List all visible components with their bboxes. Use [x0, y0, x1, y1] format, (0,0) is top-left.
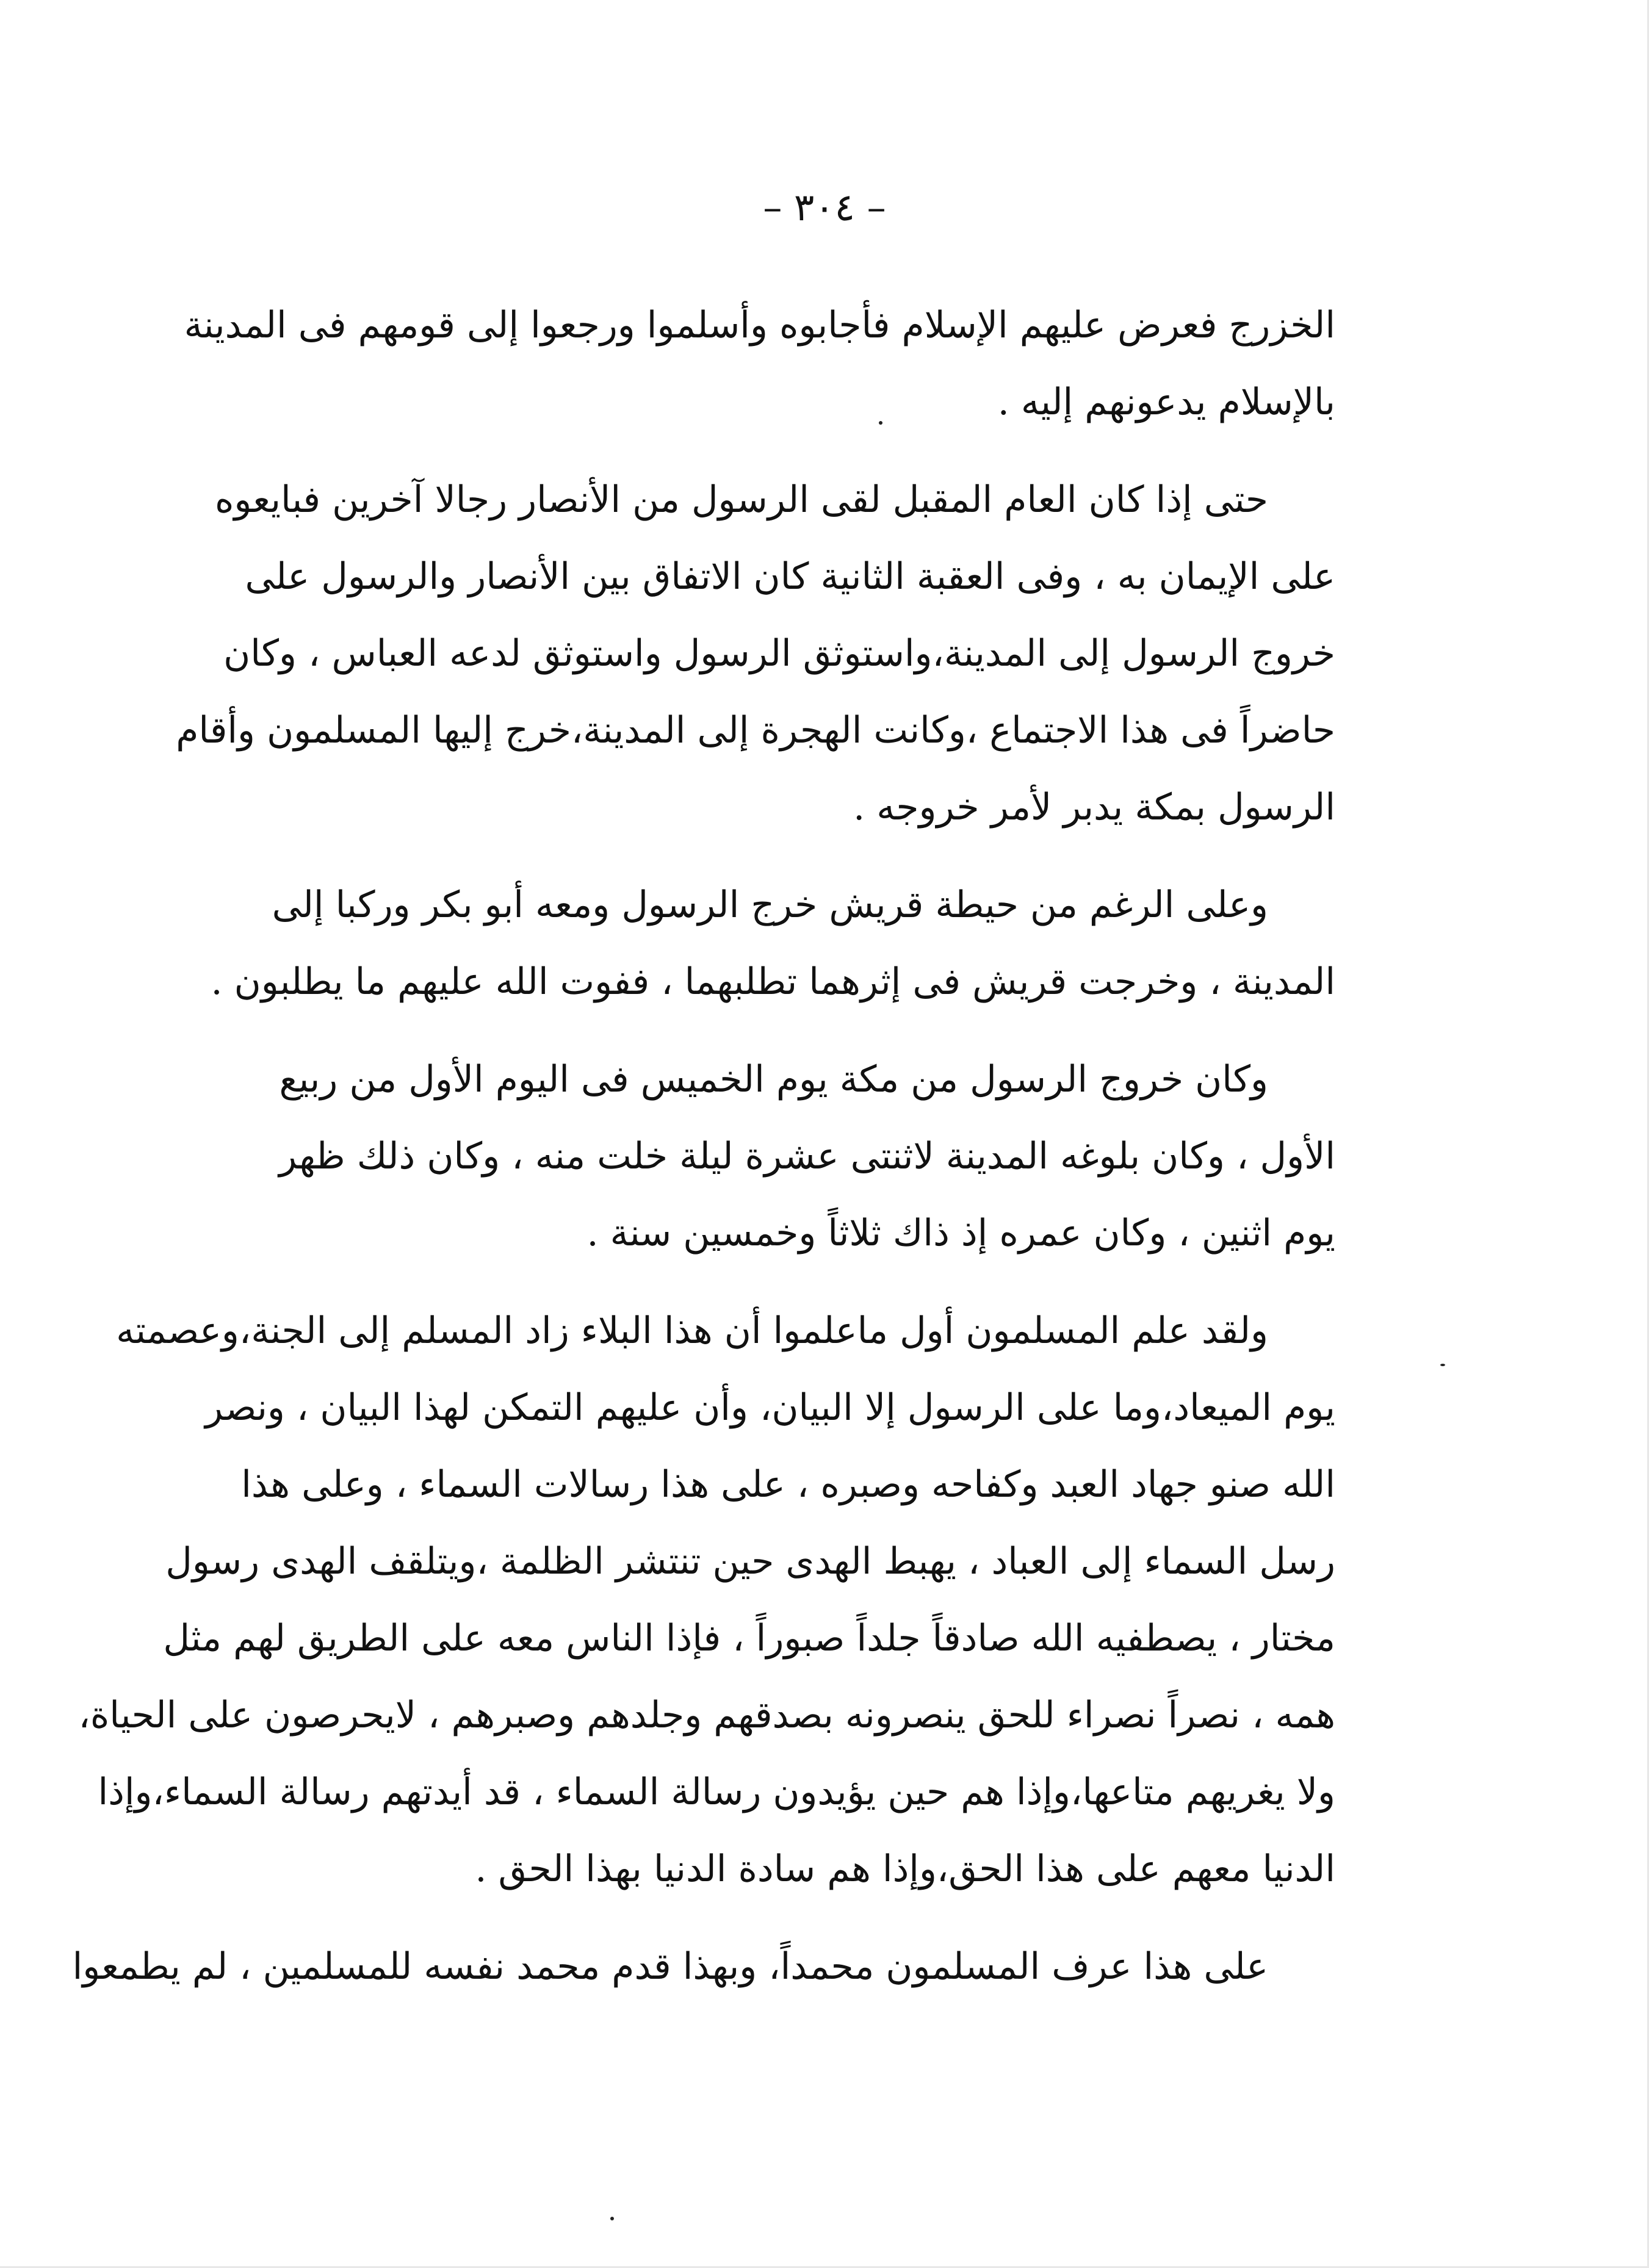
- body-text: [72, 287, 1335, 2005]
- text-line: ولقد علم المسلمون أول ماعلموا أن هذا البلاء زاد المسلم إلى الجنة،وعصمته: [116, 1309, 1268, 1352]
- text-line: على هذا عرف المسلمون محمداً، وبهذا قدم محمد نفسه للمسلمين ، لم يطمعوا: [72, 1945, 1268, 1988]
- text-line: مختار ، يصطفيه الله صادقاً جلداً صبوراً ، فإذا الناس معه على الطريق لهم مثل: [163, 1617, 1335, 1660]
- text-line: حتى إذا كان العام المقبل لقى الرسول من الأنصار رجالا آخرين فبايعوه: [214, 478, 1268, 521]
- paragraph-2: [176, 461, 1335, 846]
- paragraph-spacing: [231, 441, 1335, 461]
- text-line: حاضراً فى هذا الاجتماع ،وكانت الهجرة إلى المدينة،خرج إليها المسلمون وأقام: [176, 709, 1335, 752]
- text-line: الدنيا معهم على هذا الحق،وإذا هم سادة الدنيا بهذا الحق .: [475, 1848, 1335, 1890]
- scan-speck: [879, 421, 882, 425]
- text-line: الله صنو جهاد العبد وكفاحه وصبره ، على هذا رسالات السماء ، وعلى هذا: [241, 1463, 1335, 1506]
- paragraph-6: [72, 1928, 1335, 2005]
- text-line: بالإسلام يدعونهم إليه .: [997, 381, 1335, 423]
- paragraph-spacing: [231, 846, 1335, 866]
- scan-speck: [1440, 1364, 1445, 1366]
- paragraph-5: [78, 1292, 1335, 1907]
- text-line: الرسول بمكة يدبر لأمر خروجه .: [853, 786, 1335, 829]
- paragraph-spacing: [231, 1907, 1335, 1928]
- text-line: همه ، نصراً نصراء للحق ينصرونه بصدقهم وجلدهم وصبرهم ، لايحرصون على الحياة،: [78, 1694, 1335, 1737]
- scan-speck: [610, 2217, 614, 2220]
- paragraph-4: [231, 1041, 1335, 1272]
- text-line: الأول ، وكان بلوغه المدينة لاثنتى عشرة ليلة خلت منه ، وكان ذلك ظهر: [279, 1135, 1335, 1178]
- text-line: رسل السماء إلى العباد ، يهبط الهدى حين تنتشر الظلمة ،ويتلقف الهدى رسول: [165, 1540, 1335, 1583]
- text-line: وكان خروج الرسول من مكة يوم الخميس فى اليوم الأول من ربيع: [279, 1058, 1268, 1101]
- paragraph-3: [211, 866, 1335, 1020]
- text-line: ولا يغريهم متاعها،وإذا هم حين يؤيدون رسالة السماء ، قد أيدتهم رسالة السماء،وإذا: [98, 1771, 1335, 1813]
- text-line: يوم اثنين ، وكان عمره إذ ذاك ثلاثاً وخمسين سنة .: [586, 1212, 1335, 1255]
- text-line: الخزرج فعرض عليهم الإسلام فأجابوه وأسلموا ورجعوا إلى قومهم فى المدينة: [184, 304, 1335, 347]
- text-line: على الإيمان به ، وفى العقبة الثانية كان الاتفاق بين الأنصار والرسول على: [245, 555, 1335, 598]
- paragraph-spacing: [231, 1272, 1335, 1292]
- page-number: – ٣٠٤ –: [763, 185, 886, 229]
- text-line: المدينة ، وخرجت قريش فى إثرهما تطلبهما ، ففوت الله عليهم ما يطلبون .: [211, 960, 1335, 1003]
- paragraph-1: [184, 287, 1335, 441]
- text-line: خروج الرسول إلى المدينة،واستوثق الرسول واستوثق لدعه العباس ، وكان: [223, 632, 1335, 675]
- paragraph-spacing: [231, 1020, 1335, 1041]
- text-line: يوم الميعاد،وما على الرسول إلا البيان، وأن عليهم التمكن لهذا البيان ، ونصر: [205, 1386, 1335, 1429]
- text-line: وعلى الرغم من حيطة قريش خرج الرسول ومعه أبو بكر وركبا إلى: [272, 884, 1268, 926]
